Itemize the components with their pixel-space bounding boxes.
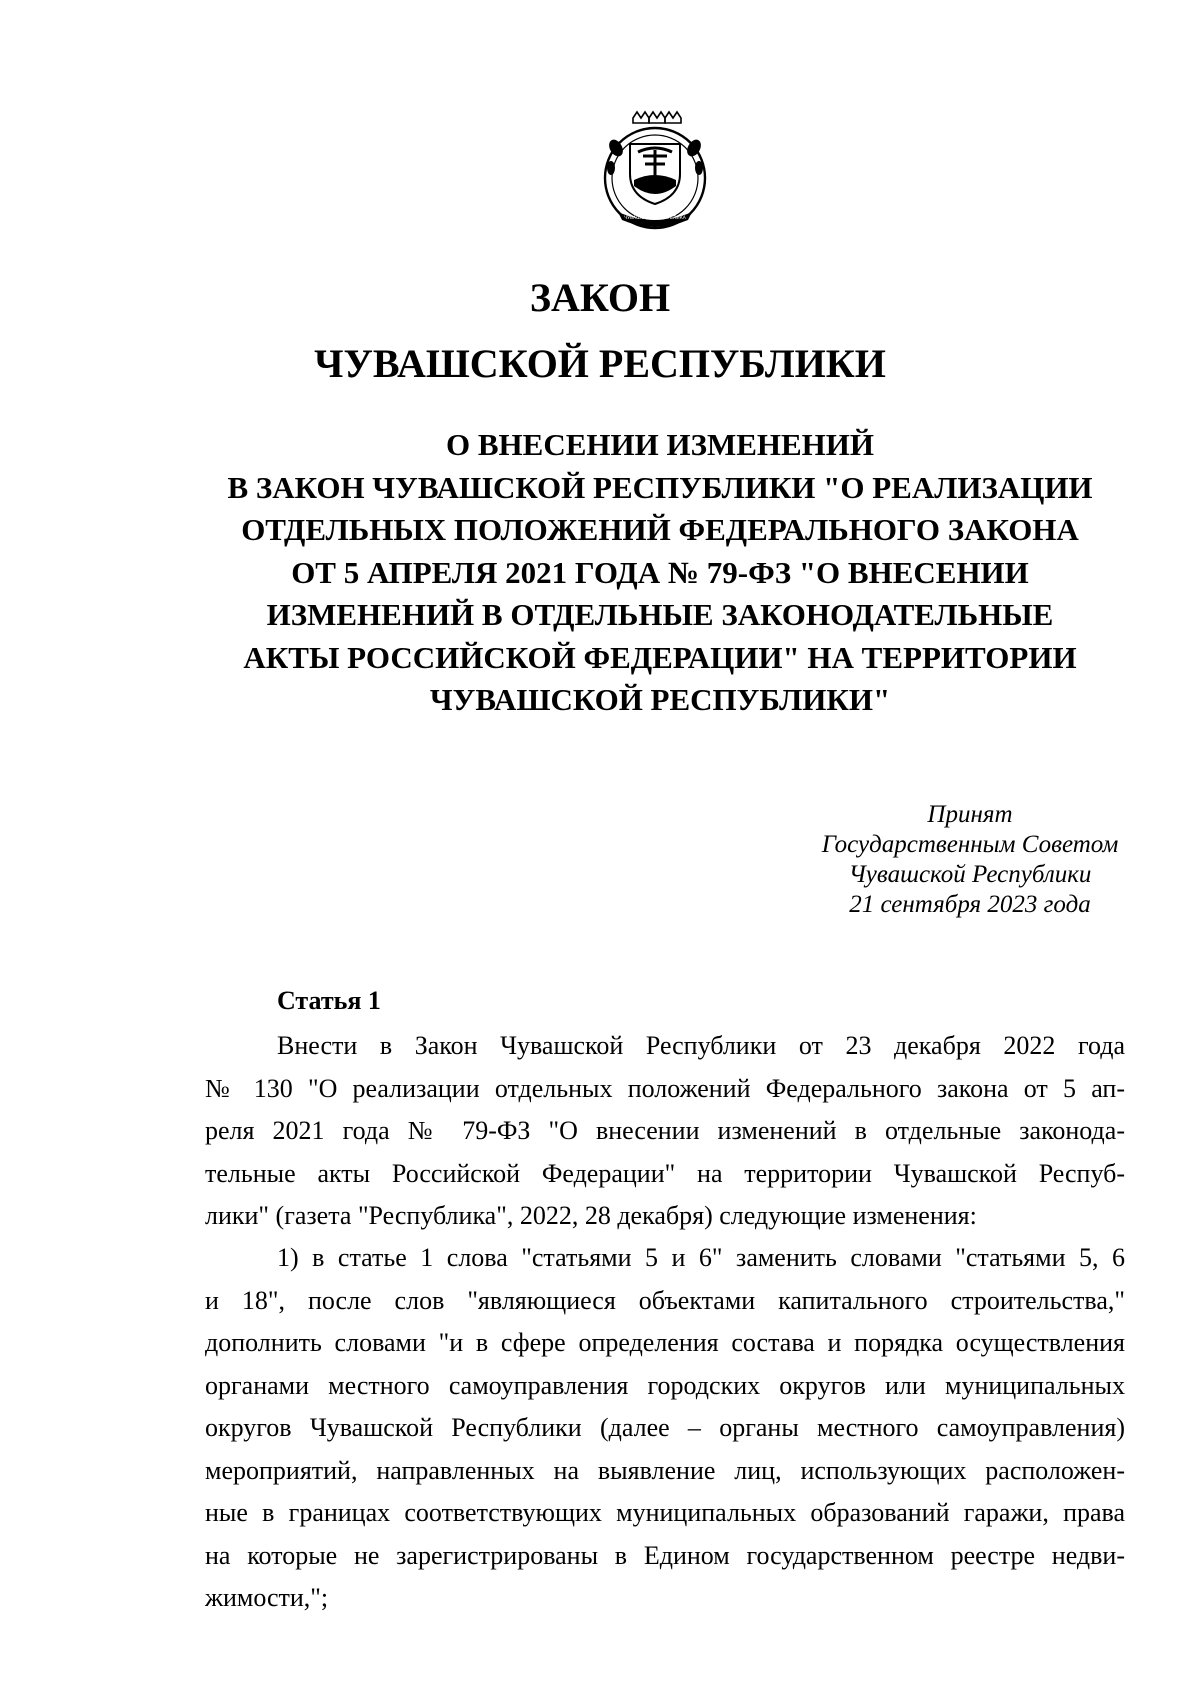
text-line: на которые не зарегистрированы в Едином государственном реестре недви-: [205, 1540, 1125, 1570]
text-line: мероприятий, направленных на выявление лиц, использующих расположен-: [205, 1455, 1125, 1485]
text-line: округов Чувашской Республики (далее – органы местного самоуправления): [205, 1413, 1125, 1442]
law-subject: [190, 424, 1130, 722]
subject-line: ЧУВАШСКОЙ РЕСПУБЛИКИ": [429, 682, 891, 717]
text-line: и 18", после слов "являющиеся объектами капитального строительства,": [205, 1285, 1125, 1315]
adoption-line: Чувашской Республики: [848, 861, 1092, 888]
article-heading: Статья 1: [277, 986, 381, 1015]
subject-line: ОТДЕЛЬНЫХ ПОЛОЖЕНИЙ ФЕДЕРАЛЬНОГО ЗАКОНА: [241, 512, 1079, 547]
law-title-region: ЧУВАШСКОЙ РЕСПУБЛИКИ: [314, 341, 886, 386]
subject-line: О ВНЕСЕНИИ ИЗМЕНЕНИЙ: [445, 427, 875, 462]
text-line: тельные акты Российской Федерации" на территории Чувашской Респуб-: [205, 1158, 1125, 1188]
text-line: дополнить словами "и в сфере определения состава и порядка осуществления: [205, 1328, 1125, 1357]
svg-text:ЧУВАШСКАЯ РЕСПУБЛИКА: ЧУВАШСКАЯ РЕСПУБЛИКА: [624, 216, 686, 221]
text-line: № 130 "О реализации отдельных положений Федерального закона от 5 ап-: [205, 1073, 1125, 1103]
adoption-note: [790, 800, 1150, 920]
subject-line: ОТ 5 АПРЕЛЯ 2021 ГОДА № 79-ФЗ "О ВНЕСЕНИИ: [291, 554, 1029, 590]
text-line: лики" (газета "Республика", 2022, 28 декабря) следующие изменения:: [205, 1201, 977, 1230]
crowns-icon: [633, 112, 681, 123]
adoption-date: 21 сентября 2023 года: [849, 891, 1091, 918]
subject-line: В ЗАКОН ЧУВАШСКОЙ РЕСПУБЛИКИ "О РЕАЛИЗАЦИИ: [227, 469, 1093, 505]
article-paragraph-2: [205, 1237, 1125, 1620]
subject-line: АКТЫ РОССИЙСКОЙ ФЕДЕРАЦИИ" НА ТЕРРИТОРИИ: [243, 639, 1077, 675]
text-line: органами местного самоуправления городских округов или муниципальных: [205, 1370, 1125, 1400]
text-line: 1) в статье 1 слова "статьями 5 и 6" заменить словами "статьями 5, 6: [277, 1243, 1125, 1272]
text-line: ные в границах соответствующих муниципальных образований гаражи, права: [205, 1498, 1125, 1527]
coat-of-arms-icon: [598, 108, 712, 230]
article-paragraph-1: [205, 1025, 1125, 1238]
adoption-line: Принят: [927, 801, 1013, 828]
text-line: жимости,";: [205, 1583, 329, 1612]
adoption-line: Государственным Советом: [821, 831, 1119, 858]
law-title: ЗАКОН: [529, 275, 671, 320]
subject-line: ИЗМЕНЕНИЙ В ОТДЕЛЬНЫЕ ЗАКОНОДАТЕЛЬНЫЕ: [266, 597, 1054, 632]
text-line: Внести в Закон Чувашской Республики от 23 декабря 2022 года: [277, 1031, 1125, 1060]
text-line: реля 2021 года № 79-ФЗ "О внесении изменений в отдельные законода-: [205, 1116, 1125, 1145]
